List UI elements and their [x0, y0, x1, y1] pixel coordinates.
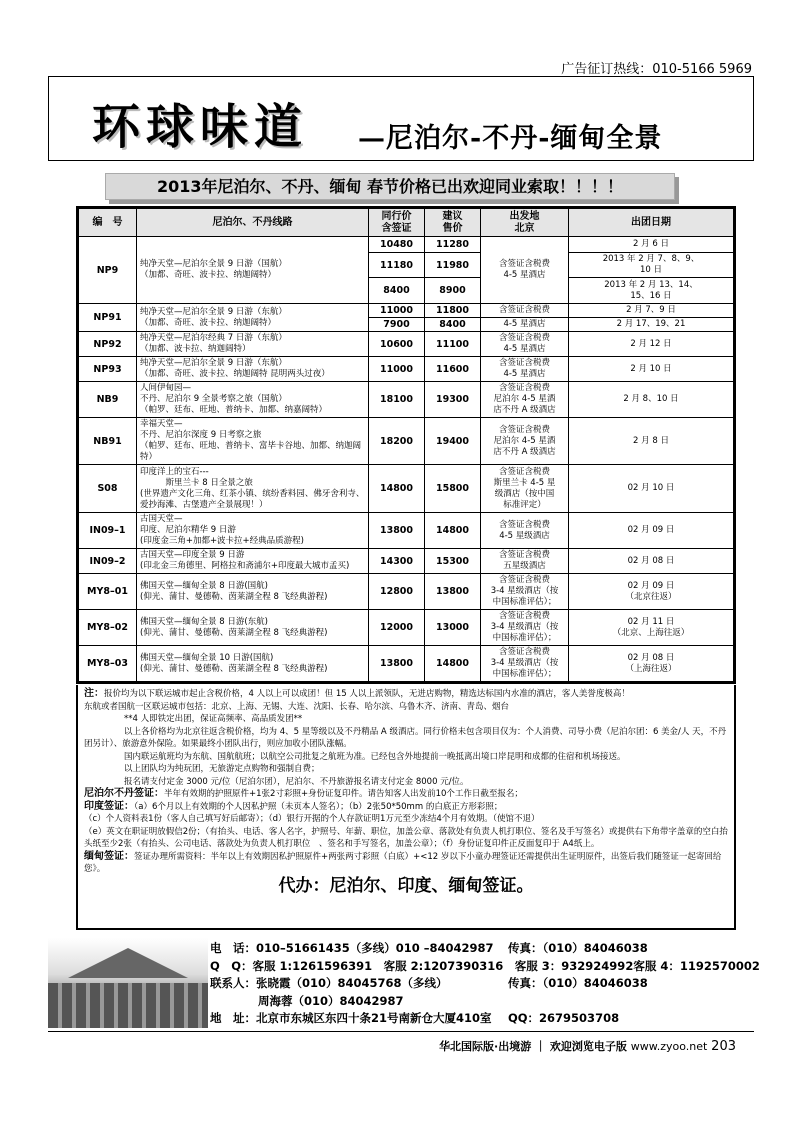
suggested-price: 11600 — [425, 357, 481, 382]
table-row — [79, 332, 734, 357]
address-text: 地 址：北京市东城区东四十条21号南新仓大厦410室 — [210, 1011, 492, 1025]
suggested-price: 8400 — [425, 318, 481, 332]
tour-route: 纯净天堂—尼泊尔全景 9 日游（国航） （加都、奇旺、波卡拉、纳迦阔特） — [137, 237, 369, 304]
departure-info: 含签证含税费 尼泊尔 4-5 星酒 店不丹 A 级酒店 — [481, 418, 569, 465]
note-line: 报名请支付定金 3000 元/位（尼泊尔团），尼泊尔、不丹旅游报名请支付定金 8000 元/位。 — [124, 776, 469, 787]
departure-date: 2013 年 2 月 13、14、 15、16 日 — [569, 278, 734, 304]
table-row — [79, 304, 734, 318]
departure-info: 含签证含税费 4-5 星酒店 — [481, 237, 569, 304]
suggested-price: 8900 — [425, 278, 481, 304]
suggested-price: 13800 — [425, 574, 481, 610]
departure-date: 02 月 10 日 — [569, 465, 734, 513]
tour-code: MY8–01 — [79, 574, 137, 610]
departure-date: 02 月 09 日 — [569, 513, 734, 549]
tour-route: 佛国天堂—缅甸全景 8 日游(国航) (仰光、蒲甘、曼德勒、茵莱湖全程 8 飞经典游程) — [137, 574, 369, 610]
col-route: 尼泊尔、不丹线路 — [137, 209, 369, 237]
price-banner: 2013年尼泊尔、不丹、缅甸 春节价格已出欢迎同业索取！！！！ — [105, 173, 675, 200]
divider — [48, 76, 754, 77]
tour-code: IN09–1 — [79, 513, 137, 549]
peer-price: 11180 — [369, 253, 425, 278]
suggested-price: 13000 — [425, 610, 481, 646]
departure-info: 含签证含税费 4-5 星级酒店 — [481, 513, 569, 549]
col-suggested-price: 建议 售价 — [425, 209, 481, 237]
table-row — [79, 357, 734, 382]
table-row — [79, 646, 734, 682]
fax-text: 传真：（010）84046038 — [508, 976, 648, 990]
visa-agency-text: 代办：尼泊尔、印度、缅甸签证。 — [278, 875, 534, 896]
departure-date: 2 月 12 日 — [569, 332, 734, 357]
peer-price: 10600 — [369, 332, 425, 357]
col-code: 编 号 — [79, 209, 137, 237]
suggested-price: 11100 — [425, 332, 481, 357]
suggested-price: 14800 — [425, 513, 481, 549]
table-row — [79, 237, 734, 253]
myanmar-visa-note: 缅甸签证：签证办理所需资料：半年以上有效期因私护照原件+两张两寸彩照（白底）+<12 岁以下小童办理签证还需提供出生证明原件，出签后我们随签证一起寄回给您》。 — [84, 850, 722, 874]
footer-url[interactable]: www.zyoo.net — [630, 1040, 708, 1053]
tour-price-table — [76, 206, 736, 684]
notes-section — [76, 685, 736, 930]
departure-info: 含签证含税费 3-4 星级酒店（按 中国标准评估）； — [481, 610, 569, 646]
departure-info: 含签证含税费 3-4 星级酒店（按 中国标准评估）； — [481, 574, 569, 610]
divider — [753, 76, 754, 160]
note-line: 以上各价格均为北京往返含税价格，均为 4、5 星等级以及不丹精品 A 级酒店。同行价格未包含项目仅为：个人消费、司导小费（尼泊尔团：6 美金/人 天，不丹团另计）、旅游意外保险。如果最终小团队出行，则应加收小团队涨幅。 — [84, 726, 727, 749]
departure-info: 含签证含税费 4-5 星酒店 — [481, 357, 569, 382]
departure-date: 2 月 17、19、21 — [569, 318, 734, 332]
departure-date: 2 月 8、10 日 — [569, 382, 734, 418]
table-row — [79, 382, 734, 418]
peer-price: 18200 — [369, 418, 425, 465]
qq-text: QQ：2679503708 — [508, 1011, 620, 1025]
tour-code: NP93 — [79, 357, 137, 382]
tour-route: 纯净天堂—尼泊尔经典 7 日游（东航） （加都、波卡拉、纳迦阔特） — [137, 332, 369, 357]
contact-person: 联系人：张晓霞（010）84045768（多线） — [210, 976, 448, 990]
peer-price: 13800 — [369, 646, 425, 682]
tour-code: IN09–2 — [79, 549, 137, 574]
tour-route: 古国天堂—印度全景 9 日游 (印北金三角德里、阿格拉和斋浦尔+印度最大城市孟买) — [137, 549, 369, 574]
tour-code: NP9 — [79, 237, 137, 304]
india-visa-note: （c）个人资料表1份（客人自己填写好后邮寄）；（d）银行开据的个人存款证明1万元至少冻结4个月有效期。（使馆不退） — [84, 814, 540, 824]
footer-text: 华北国际版·出境游 ｜ 欢迎浏览电子版 — [439, 1040, 627, 1053]
india-visa-note: 印度签证：（a）6个月以上有效期的个人因私护照（未页本人签名）；（b）2张50*50mm 的白底正方形彩照； — [84, 800, 503, 812]
peer-price: 10480 — [369, 237, 425, 253]
departure-info: 4-5 星酒店 — [481, 318, 569, 332]
page-subtitle: —尼泊尔-不丹-缅甸全景 — [358, 123, 663, 154]
tour-code: MY8–03 — [79, 646, 137, 682]
peer-price: 18100 — [369, 382, 425, 418]
suggested-price: 19300 — [425, 382, 481, 418]
tour-route: 佛国天堂—缅甸全景 10 日游(国航) (仰光、蒲甘、曼德勒、茵莱湖全程 8 飞经典游程) — [137, 646, 369, 682]
departure-date: 2 月 7、9 日 — [569, 304, 734, 318]
tour-route: 幸福天堂— 不丹、尼泊尔深度 9 日考察之旅 （帕罗、廷布、旺地、普纳卡、富毕卡谷地、加都、纳迦阔 特） — [137, 418, 369, 465]
departure-info: 含签证含税费 尼泊尔 4-5 星酒 店不丹 A 级酒店 — [481, 382, 569, 418]
departure-info: 含签证含税费 斯里兰卡 4-5 星 级酒店（按中国 标准评定） — [481, 465, 569, 513]
peer-price: 8400 — [369, 278, 425, 304]
note-label: 注： — [84, 688, 104, 699]
col-peer-price: 同行价 含签证 — [369, 209, 425, 237]
note-line: 东航或者国航一区联运城市包括：北京、上海、无锡、大连、沈阳、长春、哈尔滨、乌鲁木齐、济南、青岛、烟台 — [84, 701, 510, 712]
departure-date: 02 月 11 日 （北京、上海往返） — [569, 610, 734, 646]
peer-price: 7900 — [369, 318, 425, 332]
note-line: 国内联运航班均为东航、国航航班；以航空公司批复之航班为准。已经包含外地提前一晚抵离出境口岸昆明和成都的住宿和机场接送。 — [124, 751, 626, 762]
tour-code: MY8–02 — [79, 610, 137, 646]
peer-price: 12800 — [369, 574, 425, 610]
tour-code: NB9 — [79, 382, 137, 418]
tour-code: NP91 — [79, 304, 137, 332]
note-line: **4 人即铁定出团，保证高频率、高品质发团** — [124, 714, 303, 724]
tour-route: 人间伊甸园— 不丹、尼泊尔 9 全景考察之旅（国航） （帕罗、廷布、旺地、普纳卡、加都、纳嘉阔特） — [137, 382, 369, 418]
divider — [48, 160, 754, 161]
col-date: 出团日期 — [569, 209, 734, 237]
departure-date: 2013 年 2 月 7、8、9、 10 日 — [569, 253, 734, 278]
table-row — [79, 418, 734, 465]
note-line: 以上团队均为纯玩团，无旅游定点购物和强制自费； — [124, 764, 320, 774]
table-row — [79, 574, 734, 610]
page-title: 环球味道 — [92, 99, 309, 155]
divider — [48, 1031, 754, 1032]
departure-date: 2 月 8 日 — [569, 418, 734, 465]
table-header-row — [79, 209, 734, 237]
nepal-visa-note: 尼泊尔不丹签证：半年有效期的护照原件+1张2寸彩照+身份证复印件。请告知客人出发前10个工作日截至报名； — [84, 788, 523, 799]
departure-date: 2 月 6 日 — [569, 237, 734, 253]
suggested-price: 19400 — [425, 418, 481, 465]
suggested-price: 14800 — [425, 646, 481, 682]
suggested-price: 11980 — [425, 253, 481, 278]
tour-route: 纯净天堂—尼泊尔全景 9 日游（东航） （加都、奇旺、波卡拉、纳迦阔特 昆明两头过夜） — [137, 357, 369, 382]
tour-route: 古国天堂— 印度、尼泊尔精华 9 日游 (印度金三角+加都+波卡拉+经典品质游程) — [137, 513, 369, 549]
peer-price: 14300 — [369, 549, 425, 574]
departure-info: 含签证含税费 4-5 星酒店 — [481, 332, 569, 357]
departure-date: 2 月 10 日 — [569, 357, 734, 382]
peer-price: 14800 — [369, 465, 425, 513]
tour-route: 佛国天堂—缅甸全景 8 日游(东航) (仰光、蒲甘、曼德勒、茵莱湖全程 8 飞经典游程) — [137, 610, 369, 646]
tour-code: NB91 — [79, 418, 137, 465]
departure-date: 02 月 08 日 （上海往返） — [569, 646, 734, 682]
table-row — [79, 549, 734, 574]
departure-date: 02 月 09 日 （北京往返） — [569, 574, 734, 610]
peer-price: 12000 — [369, 610, 425, 646]
note-line: 注：报价均为以下联运城市起止含税价格，4 人以上可以成团！但 15 人以上派领队，无进店购物，精选达标国内水准的酒店，客人美誉度极高！ — [84, 688, 630, 699]
contact-person: 周海蓉（010）84042987 — [258, 994, 404, 1008]
suggested-price: 11800 — [425, 304, 481, 318]
departure-info: 含签证含税费 3-4 星级酒店（按 中国标准评估）； — [481, 646, 569, 682]
tour-code: S08 — [79, 465, 137, 513]
table-row — [79, 465, 734, 513]
street-photo — [48, 938, 208, 1028]
departure-info: 含签证含税费 — [481, 304, 569, 318]
india-visa-note: （e）英文在职证明放假信2份；（有抬头、电话、客人名字，护照号、年薪、职位，加盖公章、落款处有负责人机打职位、签名及手写签名）或提供右下角带字盖章的空白抬头纸至少2张（有抬头、公司电话、落款处为负责人机打职位 、签名和手写签名，加盖公章）；（f）身份证复印件正反面复印于 A4纸上。 — [84, 826, 728, 849]
peer-price: 11000 — [369, 357, 425, 382]
departure-date: 02 月 08 日 — [569, 549, 734, 574]
peer-price: 13800 — [369, 513, 425, 549]
col-departure: 出发地 北京 — [481, 209, 569, 237]
ad-hotline: 广告征订热线：010-5166 5969 — [561, 62, 752, 77]
suggested-price: 15300 — [425, 549, 481, 574]
departure-info: 含签证含税费 五星级酒店 — [481, 549, 569, 574]
tour-route: 纯净天堂—尼泊尔全景 9 日游（东航） （加都、奇旺、波卡拉、纳迦阔特） — [137, 304, 369, 332]
table-row — [79, 610, 734, 646]
suggested-price: 11280 — [425, 237, 481, 253]
page-number: 203 — [711, 1039, 736, 1054]
fax-text: 传真：（010）84046038 — [508, 941, 648, 955]
qq-text: Q Q：客服 1:1261596391 客服 2:1207390316 客服 3：932924992客服 4：1192570002 — [210, 959, 760, 973]
peer-price: 11000 — [369, 304, 425, 318]
contact-block — [48, 938, 760, 1028]
tour-route: 印度洋上的宝石--- 斯里兰卡 8 日全景之旅 (世界遗产文化三角、红茶小镇、缤纷香料园、佛牙舍利寺、 爱抄海滩、古堡遗产全景展现！） — [137, 465, 369, 513]
divider — [48, 76, 49, 160]
table-row — [79, 513, 734, 549]
suggested-price: 15800 — [425, 465, 481, 513]
page-footer — [439, 1038, 736, 1054]
tour-code: NP92 — [79, 332, 137, 357]
phone-text: 电 话：010–51661435（多线）010 –84042987 — [210, 941, 494, 955]
